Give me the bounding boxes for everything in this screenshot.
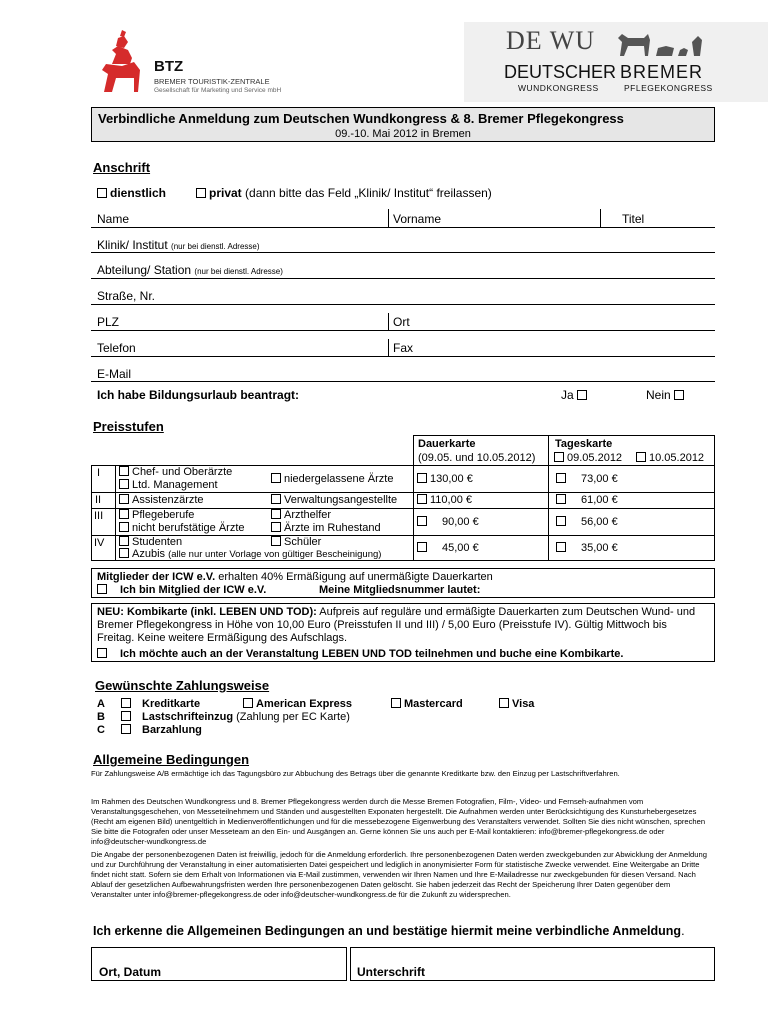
tages-divider	[548, 465, 549, 561]
icw-text: Mitglieder der ICW e.V. erhalten 40% Ermäßigung auf unermäßigte Dauerkarten	[97, 571, 493, 583]
row4-a-checkbox[interactable]	[119, 536, 129, 546]
privat-checkbox[interactable]	[196, 188, 206, 198]
dewu-line2: WUNDKONGRESS	[518, 83, 599, 93]
row4-dauer-option[interactable]: 45,00 €	[417, 542, 479, 554]
animals-icon	[614, 26, 706, 60]
row1-b-checkbox[interactable]	[271, 473, 281, 483]
row2-tages-option[interactable]: 61,00 €	[556, 494, 618, 506]
roman-3: III	[94, 510, 104, 522]
kreditkarte-checkbox[interactable]	[121, 698, 131, 708]
icw-number-label: Meine Mitgliedsnummer lautet:	[319, 584, 481, 596]
lastschrift-option[interactable]: Lastschrifteinzug (Zahlung per EC Karte)	[121, 711, 350, 723]
title-box	[91, 107, 715, 142]
tages-d2-option[interactable]: 10.05.2012	[636, 452, 704, 464]
dauer-title: Dauerkarte	[418, 438, 476, 450]
zahlung-b-letter: B	[97, 711, 105, 723]
klinik-label: Klinik/ Institut (nur bei dienstl. Adresse)	[97, 238, 260, 252]
lastschrift-checkbox[interactable]	[121, 711, 131, 721]
email-label: E-Mail	[97, 367, 132, 381]
unterschrift-box[interactable]	[350, 947, 715, 981]
ort-datum-box[interactable]	[91, 947, 347, 981]
row1-tages-option[interactable]: 73,00 €	[556, 473, 618, 485]
bremer-line2: PFLEGEKONGRESS	[624, 83, 713, 93]
roman-divider	[115, 465, 116, 561]
row3-dauer-checkbox[interactable]	[417, 516, 427, 526]
kombi-option[interactable]: Ich möchte auch an der Veranstaltung LEBEN UND TOD teilnehmen und buche eine Kombikarte.	[97, 648, 623, 660]
row2-tages-checkbox[interactable]	[556, 494, 566, 504]
row1-a2-option[interactable]: Ltd. Management	[119, 479, 218, 491]
row4-tages-checkbox[interactable]	[556, 542, 566, 552]
vorname-divider	[388, 209, 389, 227]
dienstlich-label: dienstlich	[110, 186, 167, 200]
icw-box	[91, 568, 715, 598]
vorname-label: Vorname	[393, 212, 442, 226]
ort-divider	[388, 313, 389, 330]
mastercard-option[interactable]: Mastercard	[391, 698, 463, 710]
ort-label: Ort	[393, 315, 410, 329]
row2-dauer-checkbox[interactable]	[417, 494, 427, 504]
amex-checkbox[interactable]	[243, 698, 253, 708]
page-title: Verbindliche Anmeldung zum Deutschen Wundkongress & 8. Bremer Pflegekongress	[98, 111, 624, 126]
privat-option[interactable]	[196, 186, 492, 200]
mastercard-checkbox[interactable]	[391, 698, 401, 708]
privat-note: (dann bitte das Feld „Klinik/ Institut“ freilassen)	[241, 186, 492, 200]
row1-dauer-checkbox[interactable]	[417, 473, 427, 483]
row1-a2-checkbox[interactable]	[119, 479, 129, 489]
roman-2: II	[95, 494, 102, 506]
bedingungen-heading: Allgemeine Bedingungen	[93, 752, 250, 767]
nein-checkbox[interactable]	[674, 390, 684, 400]
icw-member-option[interactable]: Ich bin Mitglied der ICW e.V.	[97, 584, 266, 596]
row4-a2-checkbox[interactable]	[119, 548, 129, 558]
titel-divider	[600, 209, 601, 227]
tages-d1-checkbox[interactable]	[554, 452, 564, 462]
telefon-fax-field[interactable]	[91, 356, 715, 357]
row1-a-checkbox[interactable]	[119, 466, 129, 476]
amex-option[interactable]: American Express	[243, 698, 352, 710]
dienstlich-option[interactable]	[97, 186, 166, 200]
barzahlung-checkbox[interactable]	[121, 724, 131, 734]
barzahlung-option[interactable]: Barzahlung	[121, 724, 202, 736]
zahlung-heading: Gewünschte Zahlungsweise	[95, 678, 270, 693]
email-field[interactable]	[91, 381, 715, 382]
kombi-text: NEU: Kombikarte (inkl. LEBEN UND TOD): Aufpreis auf reguläre und ermäßigte Dauerkarten zum Deutschen Wund- und Bremer Pflegekongress in Höhe von 10,00 Euro (Preisstufen II und III) / 5,00 Euro (Preisstufe IV). Gültig Mittwoch bis Freitag. Keine weitere Ermäßigung des Aufschlags.	[97, 606, 696, 644]
page-subtitle: 09.-10. Mai 2012 in Bremen	[335, 128, 471, 140]
dienstlich-checkbox[interactable]	[97, 188, 107, 198]
kreditkarte-option[interactable]: Kreditkarte	[121, 698, 200, 710]
tages-d2-checkbox[interactable]	[636, 452, 646, 462]
telefon-label: Telefon	[97, 341, 136, 355]
bedingungen-p2: Im Rahmen des Deutschen Wundkongress und 8. Bremer Pflegekongress werden durch die Messe Bremen Fotografien, Film-, Video- und Fernseh-aufnahmen vom Veranstaltungsgeschehen, von Messeteilnehmern und Ständen und ausgestellten Exponaten hergestellt. Die Aufnahmen werden unter Berücksichtigung des Kunsturhebergesetzes (Recht am eigenen Bild) unentgeltlich in Medienveröffentlichungen und für die messebezogene Eigenwerbung des Veranstalters verwendet. Sollten Sie dies nicht wünschen, sprechen Sie bitte die Fotografen oder unser Messeteam an den Ein- und Ausgängen an. Gerne können Sie uns auch per E-Mail kontaktieren: info@bremer-pflegekongress.de oder info@deutscher-wundkongress.de	[91, 797, 706, 846]
row2-b-option[interactable]: Verwaltungsangestellte	[271, 494, 397, 506]
visa-option[interactable]: Visa	[499, 698, 534, 710]
row4-a-option[interactable]: Studenten	[119, 536, 182, 548]
fax-divider	[388, 339, 389, 356]
btz-title: BTZ	[154, 58, 184, 75]
preis-heading: Preisstufen	[93, 419, 164, 434]
row3-b2-checkbox[interactable]	[271, 522, 281, 532]
fax-label: Fax	[393, 341, 414, 355]
row2-a-checkbox[interactable]	[119, 494, 129, 504]
bedingungen-p1: Für Zahlungsweise A/B ermächtige ich das Tagungsbüro zur Abbuchung des Betrags über die genannte Kreditkarte bzw. den Einzug per Lastschriftverfahren.	[91, 769, 620, 778]
unterschrift-label: Unterschrift	[357, 965, 426, 979]
name-field[interactable]	[91, 227, 715, 228]
ort-datum-label: Ort, Datum	[99, 965, 162, 979]
bedingungen-p3: Die Angabe der personenbezogenen Daten ist freiwillig, jedoch für die Anmeldung erforderlich. Ihre personenbezogenen Daten werden zweckgebunden zur Abwicklung der Anmeldung und zur Durchführung der Veranstaltung in einer automatisierten Datei gespeichert und lediglich in anonymisierter Form für statistische Zwecke verwendet. Eine Weitergabe an Dritte findet nicht statt. Sofern sie dem Erhalt von Informationen via E-Mail zustimmen, verwenden wir Ihren Namen und Ihre E-Mailadresse nur zweckgebunden für diesen Versand. Nach Ablauf der gesetzlichen Aufbewahrungsfristen werden Ihre personenbezogenen Daten gelöscht. Sie haben jederzeit das Recht der Speicherung Ihrer Daten gegenüber dem Veranstalter unter info@bremer-pflegekongress.de oder info@deutscher-wundkongress.de für die Zukunft zu widersprechen.	[91, 850, 707, 899]
row3-dauer-option[interactable]: 90,00 €	[417, 516, 479, 528]
tages-d1-option[interactable]: 09.05.2012	[554, 452, 622, 464]
row-divider-3	[91, 535, 715, 536]
visa-checkbox[interactable]	[499, 698, 509, 708]
row4-a2-option[interactable]: Azubis (alle nur unter Vorlage von gültiger Bescheinigung)	[119, 548, 381, 560]
bremer-line1: BREMER	[620, 62, 704, 82]
row2-b-checkbox[interactable]	[271, 494, 281, 504]
strasse-field[interactable]	[91, 304, 715, 305]
row3-a-checkbox[interactable]	[119, 509, 129, 519]
zahlung-c-letter: C	[97, 724, 105, 736]
row1-a-option[interactable]: Chef- und Oberärzte	[119, 466, 232, 478]
kombi-checkbox[interactable]	[97, 648, 107, 658]
plz-label: PLZ	[97, 315, 120, 329]
icw-member-checkbox[interactable]	[97, 584, 107, 594]
row-divider-1	[91, 492, 715, 493]
tages-title: Tageskarte	[555, 438, 613, 450]
name-label: Name	[97, 212, 130, 226]
kombi-box	[91, 603, 715, 662]
dauer-dates: (09.05. und 10.05.2012)	[418, 452, 536, 464]
bremen-musicians-icon	[94, 30, 150, 102]
dauer-header	[413, 435, 549, 466]
roman-1: I	[97, 467, 101, 479]
row1-dauer-option[interactable]: 130,00 €	[417, 473, 473, 485]
row2-a-option[interactable]: Assistenzärzte	[119, 494, 204, 506]
klinik-field[interactable]	[91, 252, 715, 253]
acknowledgement: Ich erkenne die Allgemeinen Bedingungen an und bestätige hiermit meine verbindliche Anmeldung.	[93, 924, 685, 938]
bildungsurlaub-label: Ich habe Bildungsurlaub beantragt:	[97, 388, 300, 402]
roman-4: IV	[94, 537, 105, 549]
row4-b-checkbox[interactable]	[271, 536, 281, 546]
dewu-logo: DE WU	[506, 26, 596, 55]
abteilung-field[interactable]	[91, 278, 715, 279]
dewu-line1: DEUTSCHER	[504, 62, 617, 82]
abteilung-label: Abteilung/ Station (nur bei dienstl. Adresse)	[97, 263, 283, 277]
row3-b-option[interactable]: Arzthelfer	[271, 509, 331, 521]
strasse-label: Straße, Nr.	[97, 289, 156, 303]
row3-tages-option[interactable]: 56,00 €	[556, 516, 618, 528]
dauer-divider	[413, 465, 414, 561]
row4-dauer-checkbox[interactable]	[417, 542, 427, 552]
nein-option[interactable]: Nein	[646, 388, 687, 402]
row2-dauer-option[interactable]: 110,00 €	[417, 494, 472, 506]
row3-a2-checkbox[interactable]	[119, 522, 129, 532]
privat-label: privat	[209, 186, 242, 200]
row3-a2-option[interactable]: nicht berufstätige Ärzte	[119, 522, 245, 534]
plz-ort-field[interactable]	[91, 330, 715, 331]
row3-b-checkbox[interactable]	[271, 509, 281, 519]
row3-b2-option[interactable]: Ärzte im Ruhestand	[271, 522, 381, 534]
btz-line2: Gesellschaft für Marketing und Service mbH	[154, 87, 282, 94]
titel-label: Titel	[622, 212, 645, 226]
row3-tages-checkbox[interactable]	[556, 516, 566, 526]
row4-b-option[interactable]: Schüler	[271, 536, 321, 548]
btz-logo	[94, 30, 294, 100]
row4-tages-option[interactable]: 35,00 €	[556, 542, 618, 554]
ja-checkbox[interactable]	[577, 390, 587, 400]
row3-a-option[interactable]: Pflegeberufe	[119, 509, 194, 521]
row1-b-option[interactable]: niedergelassene Ärzte	[271, 473, 393, 485]
btz-line1: BREMER TOURISTIK-ZENTRALE	[154, 77, 270, 86]
dewu-logo-box	[464, 22, 768, 102]
row1-tages-checkbox[interactable]	[556, 473, 566, 483]
anschrift-heading: Anschrift	[93, 160, 151, 175]
tages-header	[548, 435, 715, 466]
zahlung-a-letter: A	[97, 698, 105, 710]
ja-option[interactable]: Ja	[561, 388, 590, 402]
